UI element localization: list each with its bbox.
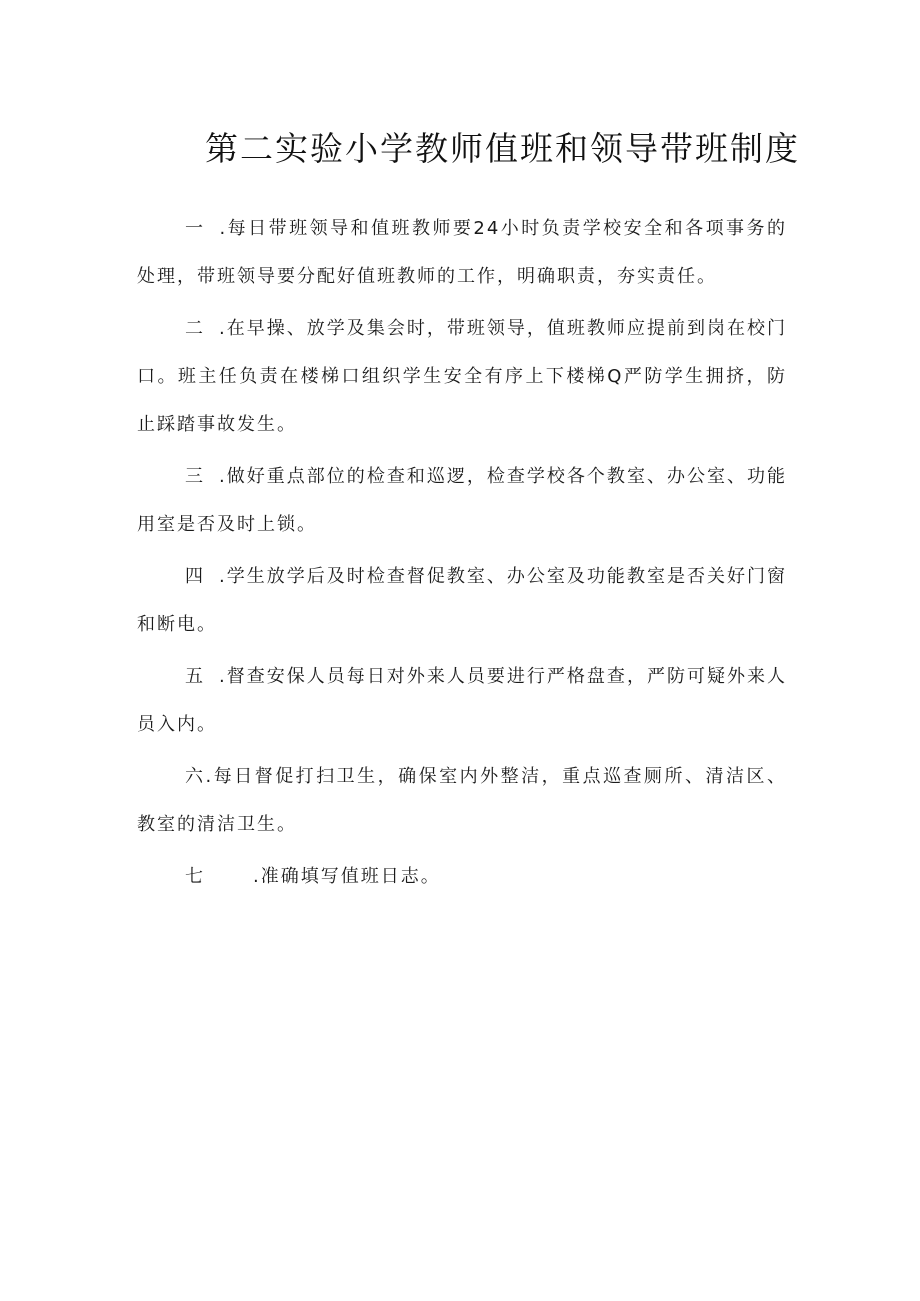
clause-4 bbox=[137, 553, 787, 649]
clause-number: 三 bbox=[185, 466, 206, 487]
clause-text: .每日带班领导和值班教师要24小时负责学校安全和各项事务的处理，带班领导要分配好值班教师的工作，明确职责，夯实责任。 bbox=[137, 218, 788, 287]
document-body bbox=[137, 205, 787, 905]
clause-number: 四 bbox=[185, 566, 206, 587]
clause-text: .准确填写值班日志。 bbox=[253, 866, 441, 887]
clause-2 bbox=[137, 305, 787, 449]
clause-text: .每日督促打扫卫生，确保室内外整洁，重点巡查厕所、清洁区、教室的清洁卫生。 bbox=[137, 766, 788, 835]
clause-text: .学生放学后及时检查督促教室、办公室及功能教室是否关好门窗和断电。 bbox=[137, 566, 788, 635]
clause-number: 二 bbox=[185, 318, 206, 339]
clause-text: .做好重点部位的检查和巡逻，检查学校各个教室、办公室、功能用室是否及时上锁。 bbox=[137, 466, 788, 535]
document-title: 第二实验小学教师值班和领导带班制度 bbox=[205, 129, 800, 168]
clause-number: 五 bbox=[185, 666, 206, 687]
clause-number: 六 bbox=[185, 766, 206, 787]
clause-text: .督查安保人员每日对外来人员要进行严格盘查，严防可疑外来人员入内。 bbox=[137, 666, 788, 735]
clause-5 bbox=[137, 653, 787, 749]
clause-7 bbox=[137, 853, 787, 901]
clause-text: .在早操、放学及集会时，带班领导，值班教师应提前到岗在校门口。班主任负责在楼梯口组织学生安全有序上下楼梯Q严防学生拥挤，防止踩踏事故发生。 bbox=[137, 318, 788, 435]
clause-1 bbox=[137, 205, 787, 301]
clause-3 bbox=[137, 453, 787, 549]
clause-number: 一 bbox=[185, 218, 206, 239]
clause-6 bbox=[137, 753, 787, 849]
clause-number: 七 bbox=[185, 866, 205, 887]
